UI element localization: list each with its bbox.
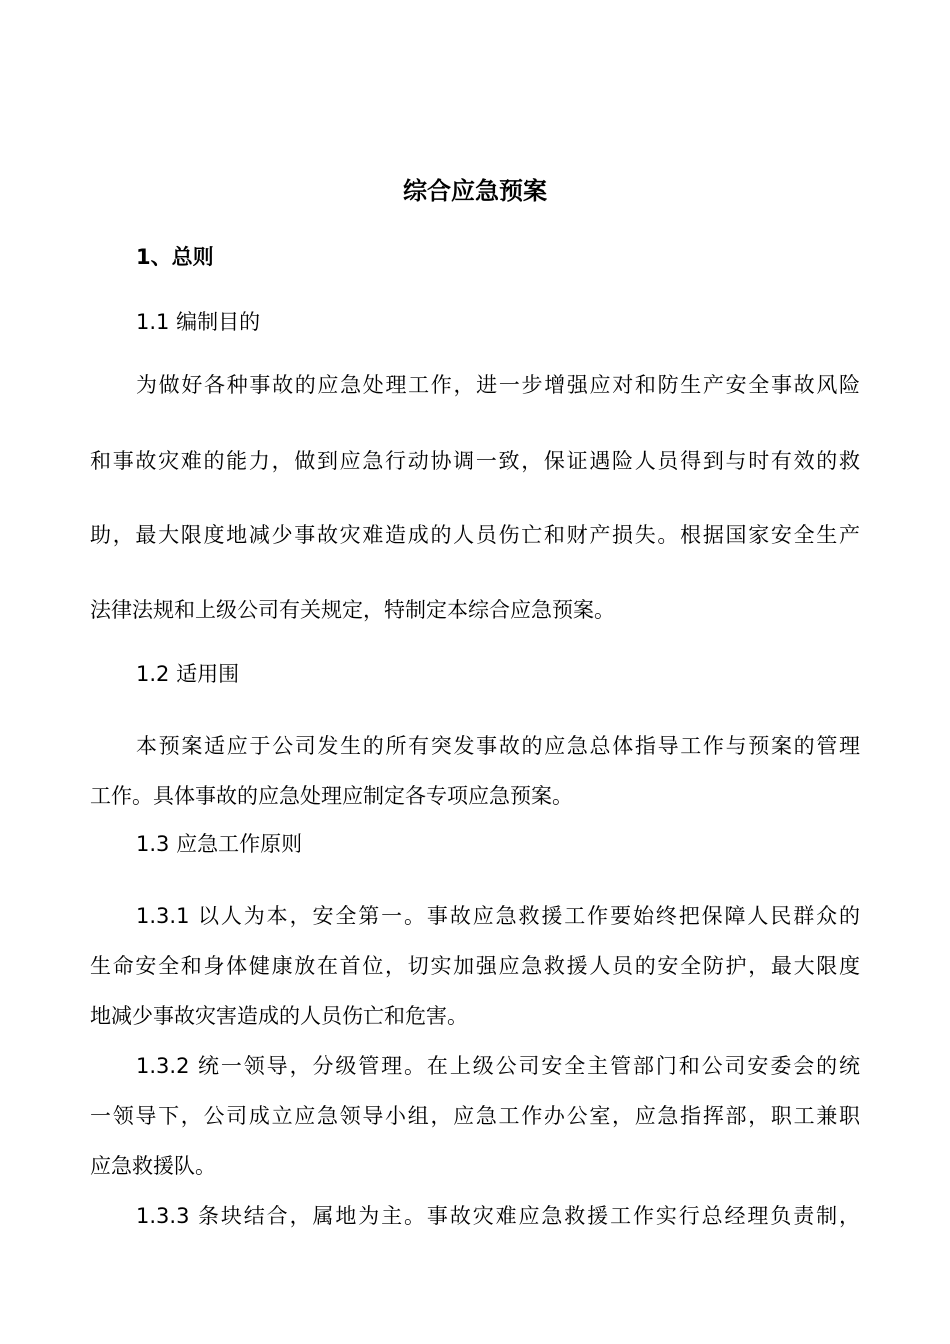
paragraph-line: 为做好各种事故的应急处理工作，进一步增强应对和防生产安全事故风险 [136, 373, 860, 397]
paragraph-line: 1.3.1 以人为本，安全第一。事故应急救援工作要始终把保障人民群众的 [136, 904, 860, 928]
subsection-heading-scope: 1.2 适用围 [136, 662, 240, 686]
paragraph-line: 生命安全和身体健康放在首位，切实加强应急救援人员的安全防护，最大限度 [90, 954, 860, 978]
paragraph-line: 一领导下，公司成立应急领导小组，应急工作办公室，应急指挥部，职工兼职 [90, 1104, 860, 1128]
section-heading-general: 1、总则 [136, 245, 214, 269]
paragraph-line: 1.3.2 统一领导，分级管理。在上级公司安全主管部门和公司安委会的统 [136, 1054, 860, 1078]
document-title: 综合应急预案 [403, 177, 547, 205]
paragraph-line: 法律法规和上级公司有关规定，特制定本综合应急预案。 [90, 598, 615, 622]
paragraph-line: 本预案适应于公司发生的所有突发事故的应急总体指导工作与预案的管理 [136, 734, 860, 758]
subsection-heading-principles: 1.3 应急工作原则 [136, 832, 303, 856]
paragraph-line: 1.3.3 条块结合，属地为主。事故灾难应急救援工作实行总经理负责制， [136, 1204, 860, 1228]
paragraph-line: 地减少事故灾害造成的人员伤亡和危害。 [90, 1004, 468, 1028]
subsection-heading-purpose: 1.1 编制目的 [136, 310, 261, 334]
paragraph-line: 应急救援队。 [90, 1154, 216, 1178]
paragraph-line: 工作。具体事故的应急处理应制定各专项应急预案。 [90, 784, 573, 808]
paragraph-line: 助，最大限度地减少事故灾难造成的人员伤亡和财产损失。根据国家安全生产 [90, 523, 860, 547]
paragraph-line: 和事故灾难的能力，做到应急行动协调一致，保证遇险人员得到与时有效的救 [90, 449, 860, 473]
